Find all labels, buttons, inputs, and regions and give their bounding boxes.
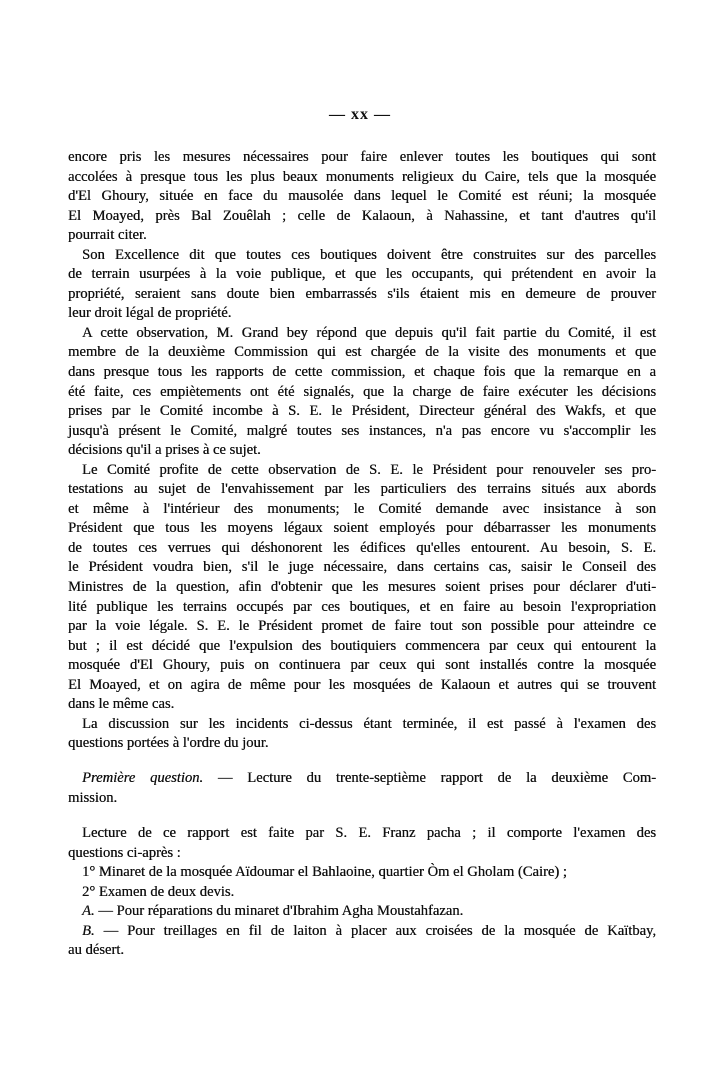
- text-line: [68, 265, 656, 285]
- line-text: questions ci-après :: [68, 844, 181, 861]
- paragraph-gap: [68, 809, 656, 825]
- line-text: — Lecture du trente-septième rapport de la deuxième Com-: [203, 770, 656, 787]
- line-text: Son Excellence dit que toutes ces boutiques doivent être construites sur des parcelles: [82, 246, 656, 263]
- line-text: 1° Minaret de la mosquée Aïdoumar el Bahlaoine, quartier Òm el Gholam (Caire) ;: [82, 864, 567, 881]
- text-line: [68, 941, 656, 961]
- line-text: — Pour treillages en fil de laiton à placer aux croisées de la mosquée de Kaïtbay,: [94, 922, 656, 939]
- text-line: [68, 207, 656, 227]
- text-line: [68, 363, 656, 383]
- line-text: prises par le Comité incombe à S. E. le Président, Directeur général des Wakfs, et que: [68, 403, 656, 420]
- line-text: questions portées à l'ordre du jour.: [68, 735, 269, 752]
- text-line: [68, 676, 656, 696]
- line-text: Lecture de ce rapport est faite par S. E. Franz pacha ; il comporte l'examen des: [82, 825, 656, 842]
- text-line: [68, 715, 656, 735]
- line-text: lité publique les terrains occupés par ces boutiques, et en faire au besoin l'expropriation: [68, 598, 656, 615]
- text-line: [68, 656, 656, 676]
- text-line: [68, 402, 656, 422]
- line-text: pourrait citer.: [68, 227, 147, 244]
- line-text: leur droit légal de propriété.: [68, 305, 232, 322]
- page-number: — xx —: [329, 106, 391, 123]
- text-line: [68, 148, 656, 168]
- text-line: [68, 637, 656, 657]
- text-line: [68, 500, 656, 520]
- line-text: Président que tous les moyens légaux soient employés pour débarrasser les monuments: [68, 520, 656, 537]
- text-line: [68, 480, 656, 500]
- text-line: [68, 617, 656, 637]
- italic-lead: B.: [82, 922, 95, 939]
- line-text: — Pour réparations du minaret d'Ibrahim Agha Moustahfazan.: [94, 903, 464, 920]
- text-line: [68, 168, 656, 188]
- paragraph-gap: [68, 754, 656, 770]
- text-line: [68, 422, 656, 442]
- text-line: [68, 226, 656, 246]
- line-text: membre de la deuxième Commission qui est chargée de la visite des monuments et que: [68, 344, 656, 361]
- text-line: [68, 324, 656, 344]
- text-line: [68, 246, 656, 266]
- text-line: [68, 883, 656, 903]
- text-line: [68, 558, 656, 578]
- text-line: [68, 383, 656, 403]
- line-text: jusqu'à présent le Comité, malgré toutes ses instances, n'a pas encore vu s'accomplir les: [68, 422, 656, 439]
- text-line: [68, 187, 656, 207]
- text-line: [68, 343, 656, 363]
- line-text: d'El Ghoury, située en face du mausolée dans lequel le Comité est réuni; la mosquée: [68, 188, 656, 205]
- line-text: et même à l'intérieur des monuments; le Comité demande avec insistance à son: [68, 500, 656, 517]
- text-line: [68, 902, 656, 922]
- line-text: de toutes ces verrues qui déshonorent les édifices qu'elles entourent. Au besoin, S. E.: [68, 539, 656, 556]
- text-line: [68, 695, 656, 715]
- text-line: [68, 844, 656, 864]
- line-text: 2° Examen de deux devis.: [82, 883, 235, 900]
- line-text: par la voie légale. S. E. le Président promet de faire tout son possible pour atteindre ce: [68, 618, 656, 635]
- line-text: dans presque tous les rapports de cette commission, et chaque fois que la remarque en a: [68, 364, 656, 381]
- text-line: [68, 863, 656, 883]
- line-text: La discussion sur les incidents ci-dessus étant terminée, il est passé à l'examen des: [82, 715, 656, 732]
- line-text: au désert.: [68, 942, 124, 959]
- text-line: [68, 285, 656, 305]
- line-text: Ministres de la question, afin d'obtenir que les mesures soient prises pour déclarer d'uti-: [68, 579, 656, 596]
- line-text: été faite, ces empiètements ont été signalés, que la charge de faire exécuter les décisions: [68, 383, 656, 400]
- text-line: [68, 441, 656, 461]
- text-line: [68, 789, 656, 809]
- text-line: [68, 519, 656, 539]
- text-line: [68, 824, 656, 844]
- line-text: mosquée d'El Ghoury, puis on continuera par ceux qui sont installés contre la mosquée: [68, 657, 656, 674]
- text-line: [68, 734, 656, 754]
- text-line: [68, 304, 656, 324]
- text-line: [68, 922, 656, 942]
- line-text: de terrain usurpées à la voie publique, et que les occupants, qui prétendent en avoir la: [68, 266, 656, 283]
- line-text: but ; il est décidé que l'expulsion des boutiquiers commencera par ceux qui entourent la: [68, 637, 656, 654]
- line-text: décisions qu'il a prises à ce sujet.: [68, 442, 261, 459]
- text-line: [68, 461, 656, 481]
- line-text: le Président voudra bien, s'il le juge nécessaire, dans certains cas, saisir le Conseil des: [68, 559, 656, 576]
- line-text: A cette observation, M. Grand bey répond que depuis qu'il fait partie du Comité, il est: [82, 324, 656, 341]
- line-text: dans le même cas.: [68, 696, 175, 713]
- line-text: mission.: [68, 790, 118, 806]
- italic-lead: Première question.: [82, 770, 204, 787]
- line-text: El Moayed, et on agira de même pour les mosquées de Kalaoun et autres qui se trouvent: [68, 676, 656, 693]
- line-text: propriété, seraient sans doute bien embarrassés s'ils étaient mis en demeure de prouver: [68, 285, 656, 302]
- line-text: El Moayed, près Bal Zouêlah ; celle de Kalaoun, à Nahassine, et tant d'autres qu'il: [68, 207, 656, 224]
- line-text: accolées à presque tous les plus beaux monuments religieux du Caire, tels que la mosquée: [68, 168, 656, 185]
- text-line: [68, 539, 656, 559]
- line-text: encore pris les mesures nécessaires pour faire enlever toutes les boutiques qui sont: [68, 149, 656, 165]
- text-line: [68, 769, 656, 789]
- line-text: Le Comité profite de cette observation de S. E. le Président pour renouveler ses pro-: [82, 461, 656, 478]
- italic-lead: A.: [82, 903, 95, 920]
- text-line: [68, 598, 656, 618]
- text-line: [68, 578, 656, 598]
- line-text: testations au sujet de l'envahissement par les particuliers des terrains situés aux abords: [68, 481, 656, 498]
- body-text: [68, 148, 656, 961]
